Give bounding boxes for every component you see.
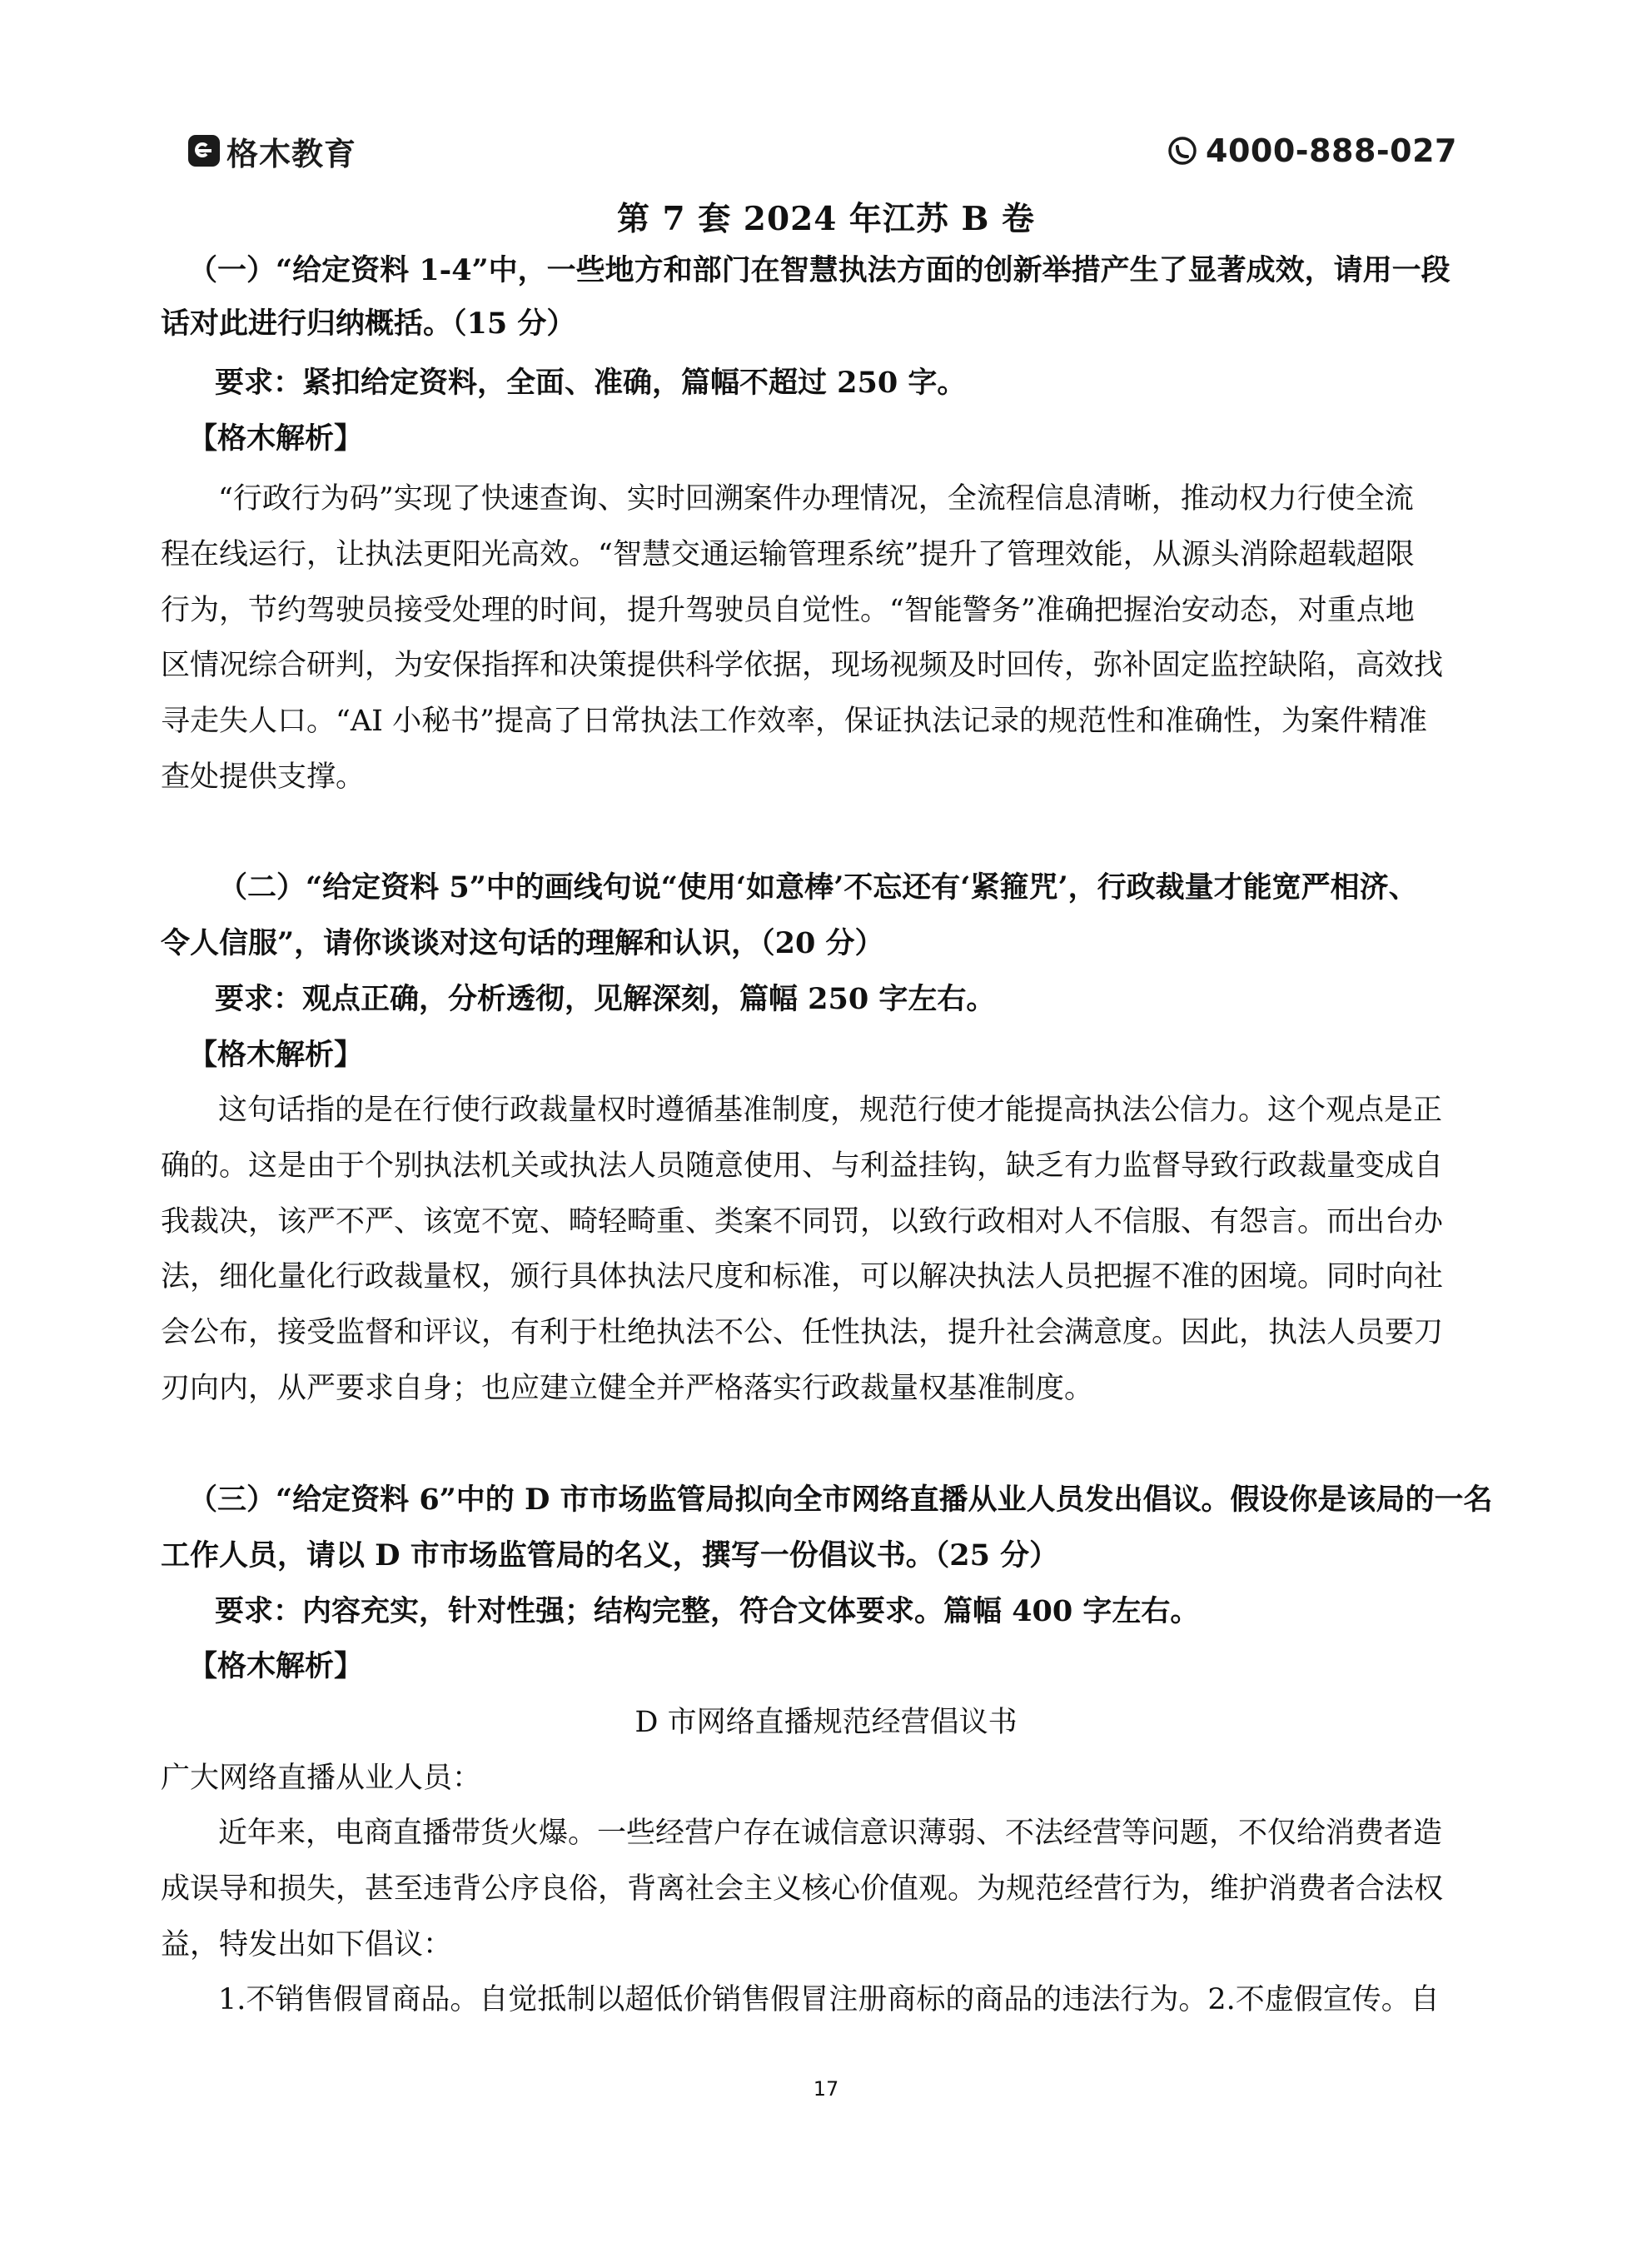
q2-answer-line: 这句话指的是在行使行政裁量权时遵循基准制度，规范行使才能提高执法公信力。这个观点是正 <box>218 1094 1443 1127</box>
q3-analysis-label: 【格木解析】 <box>188 1649 364 1683</box>
q1-requirement: 要求：紧扣给定资料，全面、准确，篇幅不超过 250 字。 <box>215 366 967 400</box>
q1-analysis-label: 【格木解析】 <box>188 421 364 456</box>
q3-answer-line: 益，特发出如下倡议： <box>161 1928 453 1961</box>
q2-prompt-line-1: （二）“给定资料 5”中的画线句说“使用‘如意棒’不忘还有‘紧箍咒’，行政裁量才能宽严相济、 <box>218 870 1418 905</box>
q3-letter-title: D 市网络直播规范经营倡议书 <box>634 1706 1018 1739</box>
q2-answer-line: 确的。这是由于个别执法机关或执法人员随意使用、与利益挂钩，缺乏有力监督导致行政裁量变成自 <box>161 1149 1444 1183</box>
q1-answer-line: 行为，节约驾驶员接受处理的时间，提升驾驶员自觉性。“智能警务”准确把握治安动态，对重点地 <box>161 594 1415 627</box>
q3-answer-line: 1.不销售假冒商品。自觉抵制以超低价销售假冒注册商标的商品的违法行为。2.不虚假宣传。自 <box>218 1983 1440 2016</box>
q3-salutation: 广大网络直播从业人员： <box>161 1762 482 1795</box>
phone-icon <box>1167 136 1197 166</box>
q2-answer-line: 刃向内，从严要求自身；也应建立健全并严格落实行政裁量权基准制度。 <box>161 1372 1094 1405</box>
q2-answer-line: 会公布，接受监督和评议，有利于杜绝执法不公、任性执法，提升社会满意度。因此，执法人员要刀 <box>161 1316 1444 1349</box>
page-title: 第 7 套 2024 年江苏 B 卷 <box>616 200 1036 238</box>
phone-number: 4000-888-027 <box>1206 132 1457 169</box>
q1-answer-line: 程在线运行，让执法更阳光高效。“智慧交通运输管理系统”提升了管理效能，从源头消除超载超限 <box>161 538 1415 571</box>
hotline <box>1167 129 1457 172</box>
q1-answer-line: “行政行为码”实现了快速查询、实时回溯案件办理情况，全流程信息清晰，推动权力行使全流 <box>218 482 1414 516</box>
q1-prompt-line-2: 话对此进行归纳概括。（15 分） <box>161 307 576 341</box>
logo-mark-icon <box>188 135 220 167</box>
q3-prompt-line-1: （三）“给定资料 6”中的 D 市市场监管局拟向全市网络直播从业人员发出倡议。假设你是该局的一名 <box>188 1483 1493 1517</box>
q2-requirement: 要求：观点正确，分析透彻，见解深刻，篇幅 250 字左右。 <box>215 982 996 1016</box>
q1-answer-line: 区情况综合研判，为安保指挥和决策提供科学依据，现场视频及时回传，弥补固定监控缺陷，高效找 <box>161 649 1444 682</box>
q3-answer-line: 成误导和损失，甚至违背公序良俗，背离社会主义核心价值观。为规范经营行为，维护消费者合法权 <box>161 1872 1444 1906</box>
q1-answer-line: 寻走失人口。“AI 小秘书”提高了日常执法工作效率，保证执法记录的规范性和准确性，为案件精准 <box>161 705 1428 738</box>
logo-text: 格木教育 <box>226 135 357 172</box>
page-number: 17 <box>813 2077 839 2101</box>
brand-logo <box>188 129 356 172</box>
q2-answer-line: 我裁决，该严不严、该宽不宽、畸轻畸重、类案不同罚，以致行政相对人不信服、有怨言。而出台办 <box>161 1205 1444 1239</box>
q3-requirement: 要求：内容充实，针对性强；结构完整，符合文体要求。篇幅 400 字左右。 <box>215 1594 1200 1628</box>
q2-prompt-line-2: 令人信服”，请你谈谈对这句话的理解和认识，（20 分） <box>161 926 884 960</box>
q2-analysis-label: 【格木解析】 <box>188 1038 364 1072</box>
q2-answer-line: 法，细化量化行政裁量权，颁行具体执法尺度和标准，可以解决执法人员把握不准的困境。同时向社 <box>161 1260 1444 1293</box>
q1-prompt-line-1: （一）“给定资料 1-4”中，一些地方和部门在智慧执法方面的创新举措产生了显著成效，请用一段 <box>188 253 1450 287</box>
q3-prompt-line-2: 工作人员，请以 D 市市场监管局的名义，撰写一份倡议书。（25 分） <box>161 1538 1059 1573</box>
q1-answer-line: 查处提供支撑。 <box>161 760 366 794</box>
q3-answer-line: 近年来，电商直播带货火爆。一些经营户存在诚信意识薄弱、不法经营等问题，不仅给消费者造 <box>218 1817 1443 1850</box>
